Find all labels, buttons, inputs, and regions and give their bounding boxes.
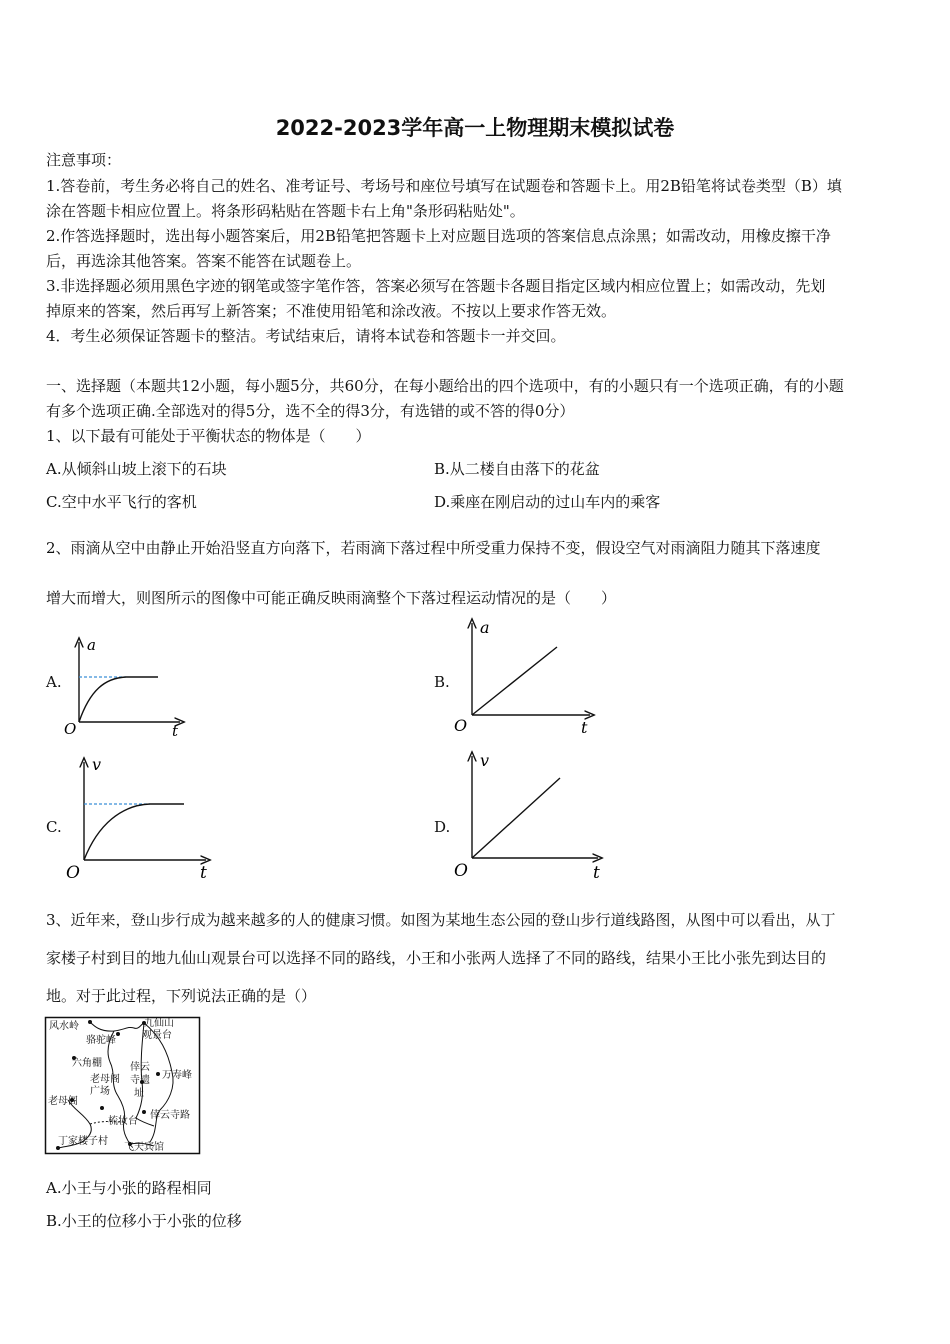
y-axis-label: a [87, 636, 96, 654]
notice-line: 涂在答题卡相应位置上。将条形码粘贴在答题卡右上角"条形码粘贴处"。 [46, 202, 525, 220]
section-heading: 一、选择题（本题共12小题，每小题5分，共60分，在每小题给出的四个选项中，有的小题只有一个选项正确，有的小题 [46, 377, 844, 395]
map-label: 老母阁 [90, 1074, 120, 1085]
line [472, 647, 557, 715]
q1-option-b: B.从二楼自由落下的花盆 [434, 460, 600, 478]
question-3-stem: 3、近年来，登山步行成为越来越多的人的健康习惯。如图为某地生态公园的登山步行道线路图，从图中可以看出，从丁 [46, 911, 836, 929]
map-label: 倖云寺路 [150, 1110, 190, 1121]
map-label: 丁家楼子村 [58, 1136, 108, 1147]
line [472, 778, 560, 858]
graph-c-label: C. [46, 818, 62, 836]
graph-b-label: B. [434, 673, 450, 691]
q3-option-a: A.小王与小张的路程相同 [46, 1179, 212, 1197]
origin-label: O [64, 720, 77, 738]
curve [84, 804, 184, 860]
notice-line: 掉原来的答案，然后再写上新答案；不准使用铅笔和涂改液。不按以上要求作答无效。 [46, 302, 617, 320]
map-label: 六角棚 [72, 1058, 102, 1069]
point-fengshuiling [88, 1020, 92, 1024]
question-1-stem: 1、以下最有可能处于平衡状态的物体是（ ） [46, 427, 371, 445]
map-label: 址 [134, 1088, 144, 1099]
map-label: 广场 [90, 1086, 110, 1097]
section-heading: 有多个选项正确.全部选对的得5分，选不全的得3分，有选错的或不答的得0分） [46, 402, 575, 420]
x-axis-label: t [172, 722, 179, 740]
map-label: 骆驼峰 [86, 1035, 116, 1046]
y-axis-label: v [480, 751, 490, 770]
origin-label: O [66, 863, 80, 882]
page-title: 2022-2023学年高一上物理期末模拟试卷 [275, 116, 675, 140]
notice-line: 3.非选择题必须用黑色字迹的钢笔或签字笔作答，答案必须写在答题卡各题目指定区域内相应位置上；如需改动，先划 [46, 277, 826, 295]
graph-c-saturating-velocity [60, 752, 215, 882]
graph-d-label: D. [434, 818, 451, 836]
curve [79, 677, 158, 722]
q1-option-c: C.空中水平飞行的客机 [46, 493, 197, 511]
point-luotuofeng [116, 1032, 120, 1036]
map-label: 九仙山 [144, 1018, 174, 1029]
x-axis-label: t [200, 863, 207, 882]
notice-line: 4．考生必须保证答题卡的整洁。考试结束后，请将本试卷和答题卡一并交回。 [46, 327, 566, 345]
q1-option-d: D.乘座在刚启动的过山车内的乘客 [434, 493, 661, 511]
q3-option-b: B.小王的位移小于小张的位移 [46, 1212, 242, 1230]
notice-line: 后，再选涂其他答案。答案不能答在试题卷上。 [46, 252, 362, 270]
map-label: 倖云 [130, 1062, 150, 1073]
y-axis-label: a [480, 618, 490, 637]
graph-a-saturating-acceleration [60, 630, 190, 742]
point-wanshoufeng [156, 1072, 160, 1076]
map-label: 观景台 [142, 1030, 172, 1041]
notice-line: 1.答卷前，考生务必将自己的姓名、准考证号、考场号和座位号填写在试题卷和答题卡上。用2B铅笔将试卷类型（B）填 [46, 177, 842, 195]
x-axis-label: t [581, 718, 588, 737]
map-label: 梳妆台 [108, 1116, 138, 1127]
notice-heading: 注意事项： [46, 151, 122, 169]
question-3-stem: 家楼子村到目的地九仙山观景台可以选择不同的路线，小王和小张两人选择了不同的路线，结果小王比小张先到达目的 [46, 949, 827, 967]
map-label: 寺遗 [130, 1075, 150, 1086]
x-axis-label: t [593, 863, 600, 882]
map-label: 老母阁 [48, 1096, 78, 1107]
origin-label: O [454, 716, 468, 735]
y-axis-label: v [92, 755, 102, 774]
map-border [46, 1018, 200, 1154]
map-label: 风水岭 [49, 1021, 79, 1032]
question-2-stem: 增大而增大，则图所示的图像中可能正确反映雨滴整个下落过程运动情况的是（ ） [46, 589, 617, 607]
notice-line: 2.作答选择题时，选出每小题答案后，用2B铅笔把答题卡上对应题目选项的答案信息点涂黑；如需改动，用橡皮擦干净 [46, 227, 831, 245]
graph-a-label: A. [46, 673, 62, 691]
graph-d-linear-velocity [450, 748, 610, 882]
point-baiyunsilu [142, 1110, 146, 1114]
map-label: 万寿峰 [162, 1070, 192, 1081]
trail-map [44, 1014, 202, 1156]
origin-label: O [454, 861, 468, 881]
question-2-stem: 2、雨滴从空中由静止开始沿竖直方向落下，若雨滴下落过程中所受重力保持不变，假设空气对雨滴阻力随其下落速度 [46, 539, 821, 557]
map-label: 飞天宾馆 [124, 1142, 164, 1153]
graph-b-linear-acceleration [450, 615, 600, 742]
q1-option-a: A.从倾斜山坡上滚下的石块 [46, 460, 227, 478]
point-shuzhuangtai [100, 1106, 104, 1110]
question-3-stem: 地。对于此过程，下列说法正确的是（） [46, 987, 317, 1005]
